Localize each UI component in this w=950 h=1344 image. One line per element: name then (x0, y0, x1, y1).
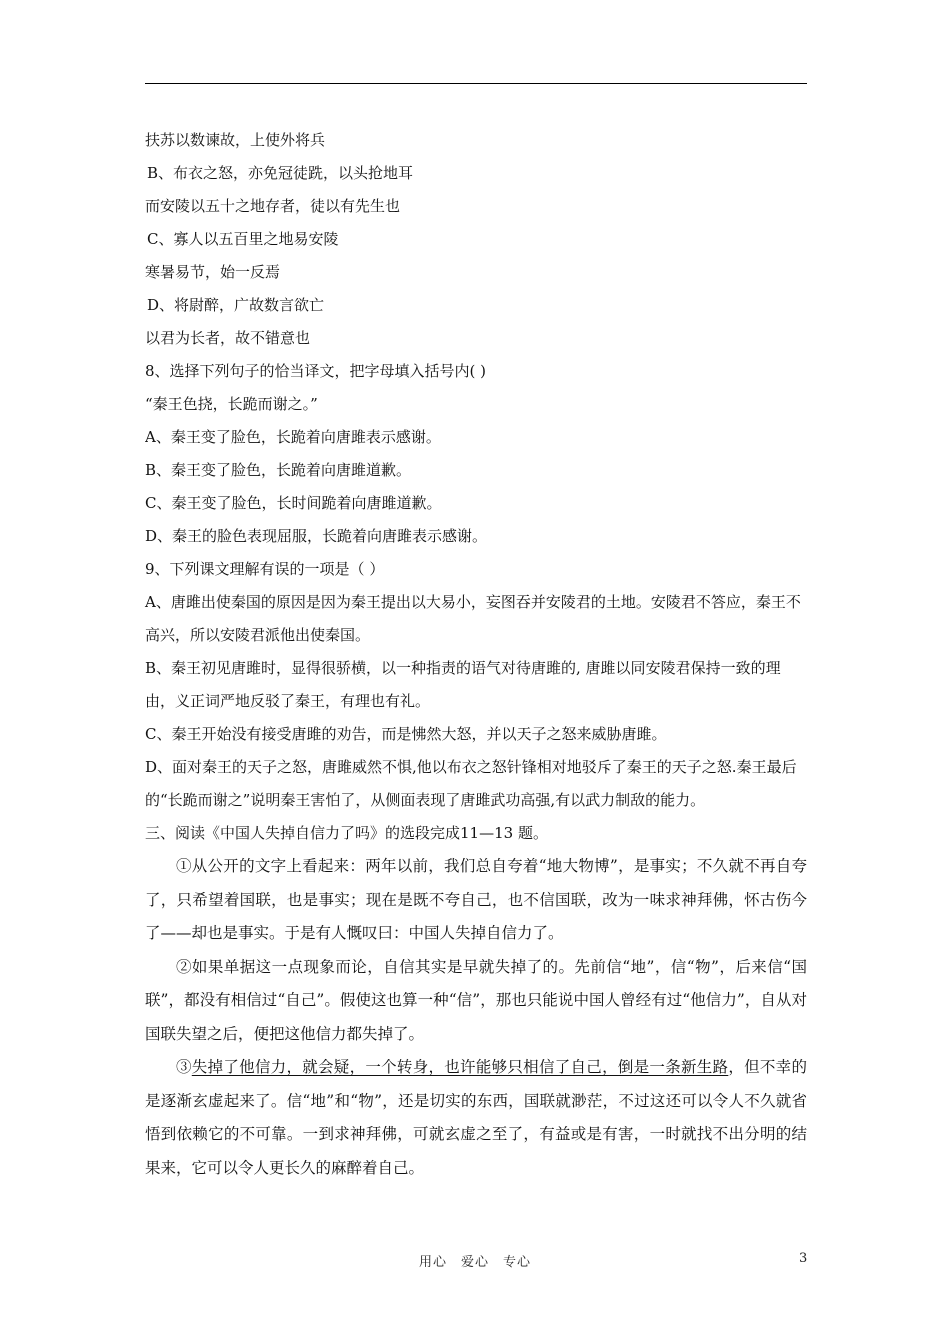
option-b: B、布衣之怒，亦免冠徒跣，以头抢地耳 (147, 164, 414, 182)
passage-paragraph-2: ②如果单据这一点现象而论，自信其实是早就失掉了的。先前信“地”，信“物”，后来信“国联”，都没有相信过“自己”。假使这也算一种“信”，那也只能说中国人曾经有过“他信力”，自从对国联失望之后，便把这他信力都失掉了。 (145, 957, 807, 1043)
text-line: 扶苏以数谏故，上使外将兵 (145, 131, 326, 149)
section-3-heading: 三、阅读《中国人失掉自信力了吗》的选段完成11—13 题。 (145, 824, 548, 842)
passage-paragraph-1: ①从公开的文字上看起来：两年以前，我们总自夸着“地大物博”，是事实；不久就不再自夸了，只希望着国联，也是事实；现在是既不夸自己，也不信国联，改为一味求神拜佛，怀古伤今了——却也是事实。于是有人慨叹曰：中国人失掉自信力了。 (145, 857, 807, 942)
question-9-option-b: B、秦王初见唐雎时，显得很骄横，以一种指责的语气对待唐雎的, 唐雎以同安陵君保持一致的理由，义正词严地反驳了秦王，有理也有礼。 (145, 659, 781, 710)
question-8-option-d: D、秦王的脸色表现屈服，长跪着向唐雎表示感谢。 (145, 527, 488, 545)
page-body (145, 124, 807, 1185)
text-line: 寒暑易节，始一反焉 (145, 263, 281, 281)
question-9-stem: 9、下列课文理解有误的一项是（ ） (145, 560, 385, 578)
paragraph-3-rest: ，但不幸的是逐渐玄虚起来了。信“地”和“物”，还是切实的东西，国联就渺茫，不过这还可以令人不久就省悟到依赖它的不可靠。一到求神拜佛，可就玄虚之至了，有益或是有害，一时就找不出分明的结果来，它可以令人更长久的麻醉着自己。 (145, 1058, 807, 1177)
question-9-option-d: D、面对秦王的天子之怒，唐雎威然不惧,他以布衣之怒针锋相对地驳斥了秦王的天子之怒.秦王最后的“长跪而谢之”说明秦王害怕了，从侧面表现了唐雎武功高强,有以武力制敌的能力。 (145, 758, 797, 809)
footer-motto: 用心 爱心 专心 (418, 1255, 531, 1270)
passage-paragraph-3 (145, 1051, 807, 1185)
page-footer (0, 1251, 950, 1271)
question-8-option-a: A、秦王变了脸色，长跪着向唐雎表示感谢。 (145, 428, 441, 446)
page-number: 3 (799, 1251, 808, 1266)
underlined-sentence: 失掉了他信力，就会疑，一个转身，也许能够只相信了自己，倒是一条新生路 (191, 1058, 729, 1076)
option-c: C、寡人以五百里之地易安陵 (147, 230, 339, 248)
question-9-option-a: A、唐雎出使秦国的原因是因为秦王提出以大易小，妄图吞并安陵君的土地。安陵君不答应，秦王不高兴，所以安陵君派他出使秦国。 (145, 593, 801, 644)
question-8-quote: “秦王色挠，长跪而谢之。” (145, 395, 318, 413)
option-d: D、将尉醉，广故数言欲亡 (147, 296, 325, 314)
header-rule (145, 83, 807, 84)
question-8-stem: 8、选择下列句子的恰当译文，把字母填入括号内( ) (145, 362, 487, 380)
question-8-option-b: B、秦王变了脸色，长跪着向唐雎道歉。 (145, 461, 412, 479)
question-9-option-c: C、秦王开始没有接受唐雎的劝告，而是怫然大怒，并以天子之怒来威胁唐雎。 (145, 725, 667, 743)
question-8-option-c: C、秦王变了脸色，长时间跪着向唐雎道歉。 (145, 494, 442, 512)
paragraph-3-number: ③ (176, 1058, 192, 1076)
text-line: 而安陵以五十之地存者，徒以有先生也 (145, 197, 401, 215)
text-line: 以君为长者，故不错意也 (145, 329, 311, 347)
